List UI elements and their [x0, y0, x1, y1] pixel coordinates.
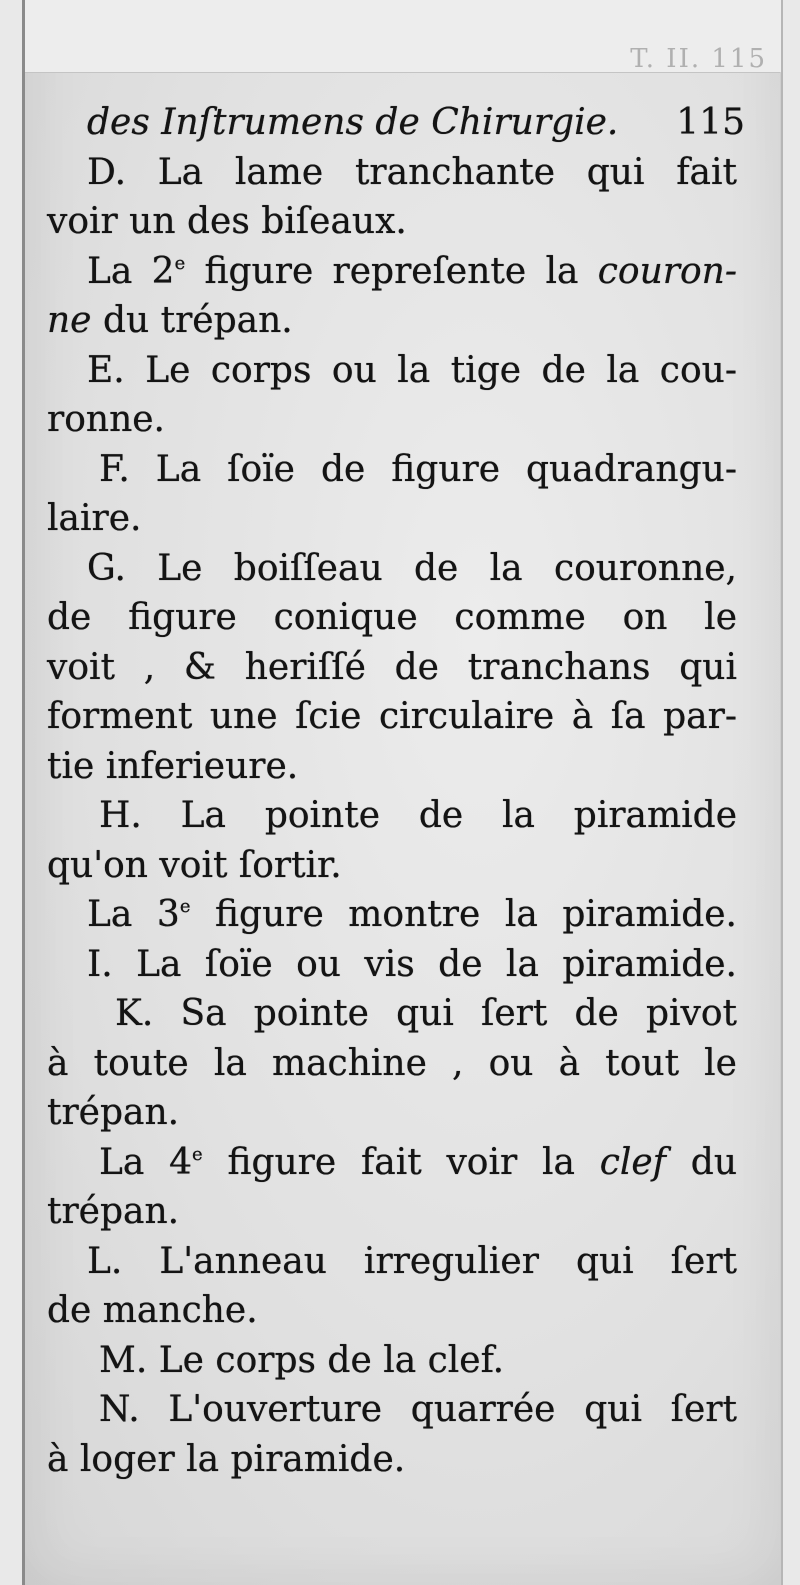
text-line: I. La ſoïe ou vis de la piramide. — [87, 943, 737, 985]
text-line: de figure conique comme on le — [47, 597, 737, 638]
text-fragment: figure repreſente la — [185, 250, 598, 292]
text-line — [47, 296, 737, 346]
text-line: G. Le boiſſeau de la couronne, — [87, 547, 737, 589]
top-margin — [25, 0, 781, 73]
text-block — [47, 98, 745, 1484]
text-line: qu'on voit ſortir. — [47, 844, 342, 886]
text-line: M. Le corps de la clef. — [99, 1339, 505, 1381]
italic-word: couron- — [597, 250, 737, 292]
text-line: tie inferieure. — [47, 745, 299, 787]
superscript: e — [179, 896, 191, 917]
text-line: D. La lame tranchante qui fait — [87, 151, 737, 193]
text-fragment: La 4 — [99, 1141, 193, 1183]
text-fragment: figure montre la piramide. — [190, 894, 737, 935]
text-line: à toute la machine , ou à tout le — [47, 1042, 737, 1084]
text-line: N. L'ouverture quarrée qui ſert — [99, 1389, 737, 1430]
text-fragment: du trépan. — [91, 300, 293, 341]
running-title: des Inſtrumens de Chirurgie. — [87, 102, 619, 143]
text-line — [47, 1138, 737, 1188]
text-line: ronne. — [47, 399, 166, 440]
running-header — [47, 98, 745, 148]
text-line: voit , & heriſſé de tranchans qui — [47, 646, 737, 688]
text-line: F. La ſoïe de figure quadrangu- — [99, 448, 737, 490]
text-line — [47, 890, 737, 940]
text-line: laire. — [47, 498, 142, 539]
book-page — [22, 0, 783, 1585]
italic-word: clef — [599, 1141, 667, 1183]
text-line: K. Sa pointe qui ſert de pivot — [115, 993, 737, 1034]
text-line — [47, 247, 737, 297]
text-line: forment une ſcie circulaire à ſa par- — [47, 696, 737, 737]
text-line: à loger la piramide. — [47, 1438, 406, 1480]
text-fragment: La 2 — [87, 250, 175, 292]
superscript: e — [192, 1143, 203, 1165]
text-fragment: figure fait voir la — [202, 1141, 600, 1183]
page-number: 115 — [676, 102, 745, 143]
text-line: trépan. — [47, 1191, 180, 1232]
shelfmark: T. II. 115 — [630, 44, 767, 74]
text-line: E. Le corps ou la tige de la cou- — [87, 349, 737, 391]
text-line: trépan. — [47, 1092, 180, 1133]
text-line: voir un des biſeaux. — [47, 201, 407, 242]
superscript: e — [174, 252, 186, 274]
text-fragment: La 3 — [87, 894, 180, 935]
text-fragment: du — [666, 1141, 737, 1183]
text-line: L. L'anneau irregulier qui ſert — [87, 1240, 737, 1282]
text-line: H. La pointe de la piramide — [99, 795, 737, 836]
italic-word: ne — [47, 300, 92, 341]
text-line: de manche. — [47, 1290, 258, 1331]
